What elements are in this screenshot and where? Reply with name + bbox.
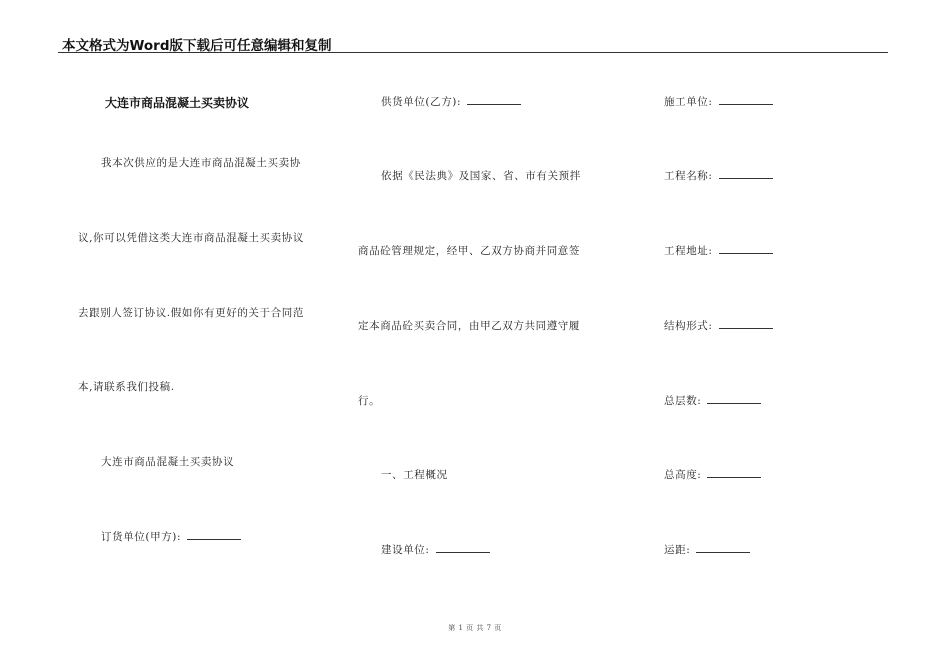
page-footer: 第 1 页 共 7 页 bbox=[448, 624, 502, 632]
field-label: 工程地址: bbox=[664, 245, 713, 257]
field-label: 结构形式: bbox=[664, 320, 713, 332]
col1-line-1: 我本次供应的是大连市商品混凝土买卖协 bbox=[101, 157, 301, 169]
col1-line-3: 去跟别人签订协议.假如你有更好的关于合同范 bbox=[78, 307, 304, 319]
fill-blank bbox=[719, 95, 773, 105]
col3-field-project-address bbox=[664, 243, 773, 258]
fill-blank bbox=[696, 543, 750, 553]
col2-line-3: 商品砼管理规定，经甲、乙双方协商并同意签 bbox=[358, 245, 580, 257]
field-label: 总高度: bbox=[664, 469, 702, 481]
fill-blank bbox=[719, 169, 773, 179]
col2-line-5: 行。 bbox=[358, 395, 381, 407]
col3-field-distance bbox=[664, 542, 750, 557]
col2-field-supplier bbox=[381, 94, 521, 109]
col3-field-structure bbox=[664, 318, 773, 333]
field-label: 订货单位(甲方): bbox=[101, 531, 182, 543]
field-label: 运距: bbox=[664, 544, 691, 556]
col3-field-floors bbox=[664, 393, 761, 408]
col3-field-contractor bbox=[664, 94, 773, 109]
fill-blank bbox=[707, 468, 761, 478]
fill-blank bbox=[707, 394, 761, 404]
page-header: 本文格式为Word版下载后可任意编辑和复制 bbox=[62, 38, 332, 54]
col1-line-5: 大连市商品混凝土买卖协议 bbox=[101, 456, 235, 468]
col3-field-project-name bbox=[664, 168, 773, 183]
col2-field-owner bbox=[381, 542, 490, 557]
fill-blank bbox=[719, 319, 773, 329]
fill-blank bbox=[719, 244, 773, 254]
col3-field-height bbox=[664, 467, 761, 482]
col2-line-4: 定本商品砼买卖合同，由甲乙双方共同遵守履 bbox=[358, 320, 580, 332]
col1-line-4: 本,请联系我们投稿. bbox=[78, 381, 175, 393]
col1-field-buyer bbox=[101, 529, 241, 544]
fill-blank bbox=[436, 543, 490, 553]
field-label: 总层数: bbox=[664, 395, 702, 407]
header-divider bbox=[58, 52, 888, 53]
fill-blank bbox=[187, 530, 241, 540]
document-title: 大连市商品混凝土买卖协议 bbox=[105, 96, 250, 110]
fill-blank bbox=[467, 95, 521, 105]
field-label: 施工单位: bbox=[664, 96, 713, 108]
col1-line-2: 议,你可以凭借这类大连市商品混凝土买卖协议 bbox=[78, 232, 304, 244]
section-heading-project-overview: 一、工程概况 bbox=[381, 469, 448, 481]
field-label: 建设单位: bbox=[381, 544, 430, 556]
col2-line-2: 依据《民法典》及国家、省、市有关预拌 bbox=[381, 170, 581, 182]
field-label: 供货单位(乙方): bbox=[381, 96, 462, 108]
field-label: 工程名称: bbox=[664, 170, 713, 182]
